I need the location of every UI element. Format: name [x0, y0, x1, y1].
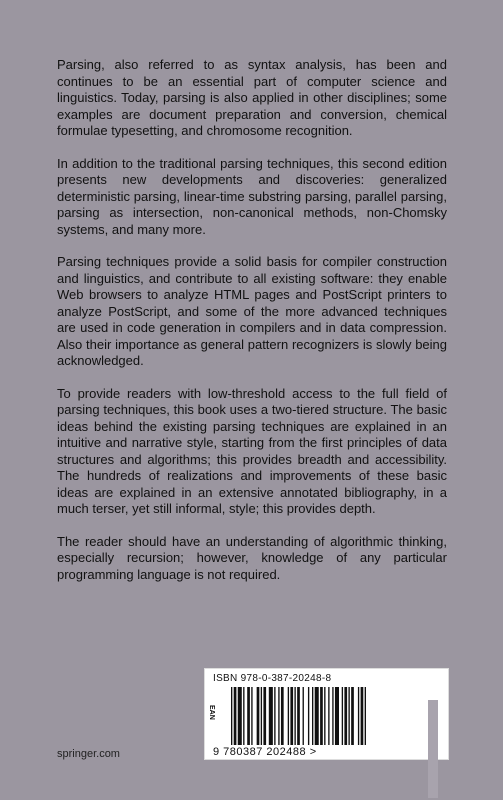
barcode-bar: [308, 687, 309, 745]
barcode-digits: 9 780387 202488 >: [213, 746, 317, 758]
barcode-bar: [297, 687, 300, 745]
barcode-bar: [274, 687, 275, 745]
barcode-bar: [332, 687, 333, 745]
barcode-bar: [257, 687, 260, 745]
barcode-bar: [269, 687, 273, 745]
barcode-bar: [361, 687, 364, 745]
barcode-bar: [303, 687, 304, 745]
barcode-bar: [342, 687, 343, 745]
paragraph-3: Parsing techniques provide a solid basis for compiler construction and linguistics, and contribute to all existing software: they enable Web browsers to analyze HTML pages and PostScript printers to analyze PostScript, and some of the more advanced techniques are used in code generation in compilers and in data compression. Also their importance as general pattern recognizers is slowly being acknowledged.: [57, 254, 447, 368]
cover-edge-strip: [428, 700, 438, 798]
barcode-bar: [312, 687, 313, 745]
barcode-bar: [328, 687, 329, 745]
barcode-bar: [263, 687, 266, 745]
barcode-bar: [344, 687, 347, 745]
barcode-bar: [281, 687, 284, 745]
barcode-bar: [320, 687, 323, 745]
barcode-bar: [348, 687, 349, 745]
barcode-bar: [290, 687, 293, 745]
barcode-bar: [231, 687, 232, 745]
paragraph-4: To provide readers with low-threshold access to the full field of parsing techniques, this book uses a two-tiered structure. The basic ideas behind the existing parsing techniques are explained in an intuitive and narrative style, starting from the first principles of data structures and algorithms; this provides breadth and accessibility. The hundreds of realizations and improvements of these basic ideas are explained in an extensive annotated bibliography, in a much terser, yet still informal, style; this provides depth.: [57, 385, 447, 516]
isbn-barcode: [204, 668, 449, 760]
barcode-bar: [324, 687, 325, 745]
barcode-bar: [261, 687, 262, 745]
barcode-bar: [251, 687, 252, 745]
barcode-bar: [238, 687, 242, 745]
publisher-url: springer.com: [57, 748, 120, 760]
blurb-text: [57, 57, 447, 599]
barcode-bar: [365, 687, 366, 745]
paragraph-5: The reader should have an understanding of algorithmic thinking, especially recursion; however, knowledge of any particular programming language is not required.: [57, 533, 447, 582]
barcode-bar: [288, 687, 289, 745]
barcode-bar: [358, 687, 359, 745]
paragraph-1: Parsing, also referred to as syntax analysis, has been and continues to be an essential part of computer science and linguistics. Today, parsing is also applied in other disciplines; some examples are document preparation and conversion, chemical formulae typesetting, and chromosome recognition.: [57, 57, 447, 138]
ean-label: EAN: [208, 705, 215, 720]
barcode-bar: [315, 687, 319, 745]
barcode-bar: [351, 687, 354, 745]
barcode-bar: [243, 687, 244, 745]
barcode-bar: [234, 687, 237, 745]
barcode-bar: [335, 687, 339, 745]
barcode-bar: [247, 687, 250, 745]
barcode-bar: [294, 687, 295, 745]
isbn-label: ISBN 978-0-387-20248-8: [213, 673, 332, 684]
barcode-bar: [278, 687, 279, 745]
barcode-bars: [231, 687, 411, 745]
paragraph-2: In addition to the traditional parsing techniques, this second edition presents new developments and discoveries: generalized deterministic parsing, linear-time substring parsing, parallel parsing, parsing as intersection, non-canonical methods, non-Chomsky systems, and many more.: [57, 155, 447, 237]
